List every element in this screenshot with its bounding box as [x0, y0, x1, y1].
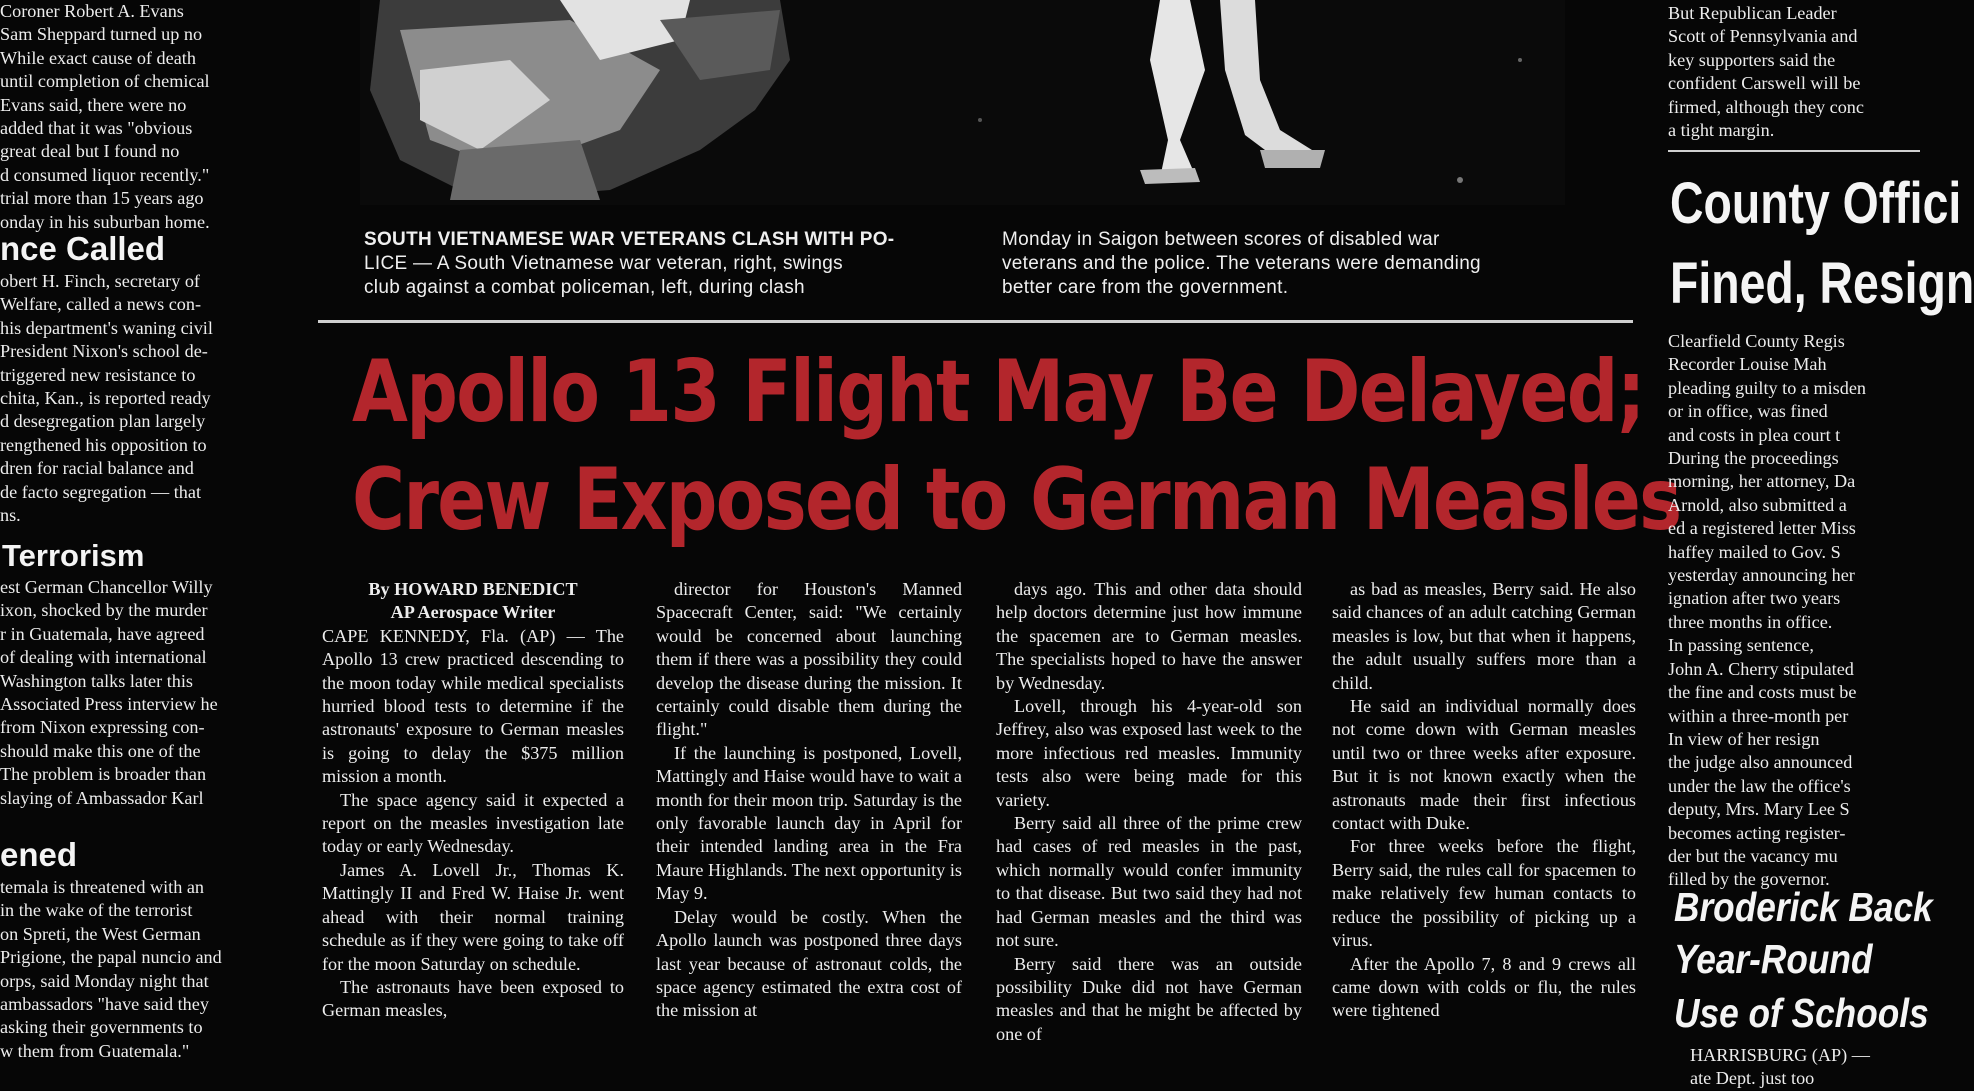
article-paragraph: James A. Lovell Jr., Thomas K. Mattingly II and Fred W. Haise Jr. went ahead with their normal training schedule as if they were going to take off for the moon Saturday on schedule. [322, 859, 624, 974]
left-text-line: President Nixon's school de- [0, 341, 208, 362]
right-text-line: During the proceedings [1668, 448, 1839, 469]
right-text-line: key supporters said the [1668, 49, 1836, 70]
left-text-line: Prigione, the papal nuncio and [0, 947, 222, 968]
right-text-line: der but the vacancy mu [1668, 845, 1838, 866]
right-text-line: Clearfield County Regis [1668, 331, 1845, 351]
left-text-line: added that it was "obvious [0, 118, 193, 139]
right-text-line: within a three-month per [1668, 705, 1849, 726]
right-column-divider [1668, 150, 1920, 152]
right-text-line: the judge also announced [1668, 752, 1853, 773]
right-text-line: or in office, was fined [1668, 401, 1828, 422]
left-text-line: his department's waning civil [0, 317, 213, 338]
left-text-line: should make this one of the [0, 740, 201, 761]
right-text-line: ed a registered letter Miss [1668, 518, 1856, 539]
left-text-line: w them from Guatemala." [0, 1040, 190, 1061]
right-text-line: pleading guilty to a misden [1668, 377, 1867, 398]
left-column-block-3 [0, 876, 278, 1080]
article-paragraph: For three weeks before the flight, Berry said, the rules call for spacemen to make relatively few human contacts to reduce the possibility of picking up a virus. [1332, 836, 1636, 951]
caption-left-line-3: club against a combat policeman, left, during clash [364, 277, 805, 298]
article-paragraph: as bad as measles, Berry said. He also said chances of an adult catching German measles is low, but that when it happens, the adult usually suffers more than a child. [1332, 579, 1636, 693]
right-dateline [1690, 1044, 1930, 1089]
left-column-block-1 [0, 270, 278, 532]
left-text-line: ambassadors "have said they [0, 994, 209, 1015]
left-text-line: The problem is broader than [0, 764, 207, 785]
left-text-line: d desegregation plan largely [0, 411, 206, 432]
left-text-line: Welfare, called a news con- [0, 294, 202, 315]
left-text-line: Evans said, there were no [0, 94, 187, 115]
photo-caption-right [1002, 228, 1592, 300]
article-paragraph: Berry said all three of the prime crew had cases of red measles in the past, which normally would confer immunity to that disease. But two said they had not had German measles and the third was not sure. [996, 813, 1302, 951]
byline-author: By HOWARD BENEDICT [368, 579, 578, 599]
left-text-line: Coroner Robert A. Evans [0, 1, 184, 21]
article-paragraph: Berry said there was an outside possibility Duke did not have German measles and that he might be affected by one of [996, 953, 1302, 1044]
left-column-heading-3: ened [0, 836, 78, 873]
left-column-heading-2: Terrorism [2, 538, 145, 573]
right-text-line: becomes acting register- [1668, 822, 1846, 843]
right-text-line: firmed, although they conc [1668, 96, 1864, 117]
right-text-line: morning, her attorney, Da [1668, 471, 1856, 492]
caption-left-line-1: SOUTH VIETNAMESE WAR VETERANS CLASH WITH PO- [364, 229, 895, 250]
article-paragraph: After the Apollo 7, 8 and 9 crews all came down with colds or flu, the rules were tightened [1332, 953, 1636, 1021]
right-text-line: haffey mailed to Gov. S [1668, 541, 1841, 562]
article-column-3 [996, 578, 1302, 1080]
article-paragraph: If the launching is postponed, Lovell, Mattingly and Haise would have to wait a month for their moon trip. Saturday is the only favorable launch day in April for their intended landing area in the Fra Maure Highlands. The next opportunity is May 9. [656, 742, 962, 904]
left-text-line: asking their governments to [0, 1017, 203, 1038]
left-text-line: of dealing with international [0, 647, 207, 668]
left-text-line: Associated Press interview he [0, 694, 218, 715]
left-text-line: orps, said Monday night that [0, 970, 209, 991]
right-text-line: But Republican Leader [1668, 3, 1837, 23]
dateline-text: HARRISBURG (AP) — [1690, 1045, 1870, 1065]
section-divider [318, 320, 1633, 323]
left-text-line: until completion of chemical [0, 71, 210, 92]
headline-line-1: Apollo 13 Flight May Be Delayed; [352, 342, 1644, 442]
left-text-line: onday in his suburban home. [0, 211, 210, 232]
photo-scene [360, 0, 1565, 205]
right-text-line: John A. Cherry stipulated [1668, 658, 1854, 679]
left-column-heading-1: nce Called [0, 230, 166, 267]
right-text-line: In passing sentence, [1668, 635, 1814, 656]
right-text-line: the fine and costs must be [1668, 682, 1857, 703]
left-column-top [0, 0, 278, 232]
article-paragraph: director for Houston's Manned Spacecraft Center, said: "We certainly would be concerned about launching them if there was a possibility they could develop the disease during the mission. It certainly could disable them during the flight." [656, 579, 962, 740]
right-text-line: under the law the office's [1668, 775, 1851, 796]
left-text-line: r in Guatemala, have agreed [0, 623, 205, 644]
left-text-line: chita, Kan., is reported ready [0, 388, 211, 409]
article-paragraph: Delay would be costly. When the Apollo launch was postponed three days last year because of astronaut colds, the space agency estimated the extra cost of the mission at [656, 906, 962, 1021]
byline-title: AP Aerospace Writer [390, 602, 556, 623]
article-paragraph: CAPE KENNEDY, Fla. (AP) — The Apollo 13 crew practiced descending to the moon today while medical specialists hurried blood tests to determine if the astronauts' exposure to German measles is going to delay the $375 million mission a month. [322, 625, 624, 787]
right-headline-2-line-1: Broderick Back [1674, 884, 1933, 930]
right-text-line: yesterday announcing her [1668, 565, 1855, 586]
article-column-1 [322, 578, 624, 1080]
right-text-line: ignation after two years [1668, 588, 1841, 609]
left-text-line: in the wake of the terrorist [0, 900, 193, 921]
left-text-line: While exact cause of death [0, 47, 196, 68]
article-paragraph: days ago. This and other data should help doctors determine just how immune the spacemen are to German measles. The specialists hoped to have the answer by Wednesday. [996, 579, 1302, 693]
left-text-line: Washington talks later this [0, 670, 194, 691]
right-text-line: confident Carswell will be [1668, 73, 1861, 94]
left-text-line: slaying of Ambassador Karl [0, 787, 204, 808]
right-headline-2-line-2: Year-Round [1674, 936, 1873, 982]
right-headline-1-line-1: County Offici [1670, 171, 1962, 236]
news-photo [360, 0, 1565, 205]
article-paragraph: Lovell, through his 4-year-old son Jeffrey, also was exposed last week to the more infectious red measles. Immunity tests also were being made for this variety. [996, 696, 1302, 810]
left-column-block-2 [0, 576, 278, 816]
right-text-line: a tight margin. [1668, 120, 1775, 141]
article-paragraph: The astronauts have been exposed to German measles, [322, 976, 624, 1021]
photo-caption-left [364, 228, 956, 300]
left-text-line: Sam Sheppard turned up no [0, 24, 203, 45]
right-headline-2-line-3: Use of Schools [1674, 990, 1929, 1036]
caption-left-line-2: LICE — A South Vietnamese war veteran, right, swings [364, 253, 843, 274]
article-column-2 [656, 578, 962, 1080]
caption-right-line-1: Monday in Saigon between scores of disabled war [1002, 229, 1440, 250]
left-text-line: trial more than 15 years ago [0, 188, 204, 209]
right-text-line: deputy, Mrs. Mary Lee S [1668, 799, 1850, 820]
left-text-line: triggered new resistance to [0, 364, 196, 385]
caption-right-line-2: veterans and the police. The veterans were demanding [1002, 253, 1481, 274]
right-text-line: Arnold, also submitted a [1668, 494, 1847, 515]
left-text-line: rengthened his opposition to [0, 434, 207, 455]
right-text-line: Recorder Louise Mah [1668, 354, 1827, 375]
left-text-line: ixon, shocked by the murder [0, 600, 208, 621]
left-text-line: de facto segregation — that [0, 481, 201, 502]
caption-right-line-3: better care from the government. [1002, 277, 1289, 298]
right-text-line: Scott of Pennsylvania and [1668, 26, 1858, 47]
right-text-line: In view of her resign [1668, 728, 1820, 749]
left-text-line: ns. [0, 505, 21, 526]
left-text-line: on Spreti, the West German [0, 923, 201, 944]
left-text-line: from Nixon expressing con- [0, 717, 205, 738]
right-text-line: filled by the governor. [1668, 869, 1830, 890]
dateline-tail: ate Dept. just too [1690, 1068, 1815, 1089]
right-column-body [1668, 330, 1968, 890]
left-text-line: dren for racial balance and [0, 458, 194, 479]
left-text-line: great deal but I found no [0, 141, 180, 162]
article-column-4 [1332, 578, 1636, 1080]
right-text-line: three months in office. [1668, 611, 1833, 632]
article-paragraph: He said an individual normally does not come down with German measles until two or three weeks after exposure. But it is not known exactly when the astronauts made their first infectious contact with Duke. [1332, 696, 1636, 834]
right-column-top [1668, 2, 1968, 141]
headline-line-2: Crew Exposed to German Measles [352, 450, 1681, 550]
right-text-line: and costs in plea court t [1668, 424, 1841, 445]
left-text-line: temala is threatened with an [0, 877, 205, 897]
right-headline-1-line-2: Fined, Resign [1670, 251, 1974, 316]
article-paragraph: The space agency said it expected a report on the measles investigation late today or early Wednesday. [322, 789, 624, 857]
left-text-line: est German Chancellor Willy [0, 577, 213, 597]
left-text-line: obert H. Finch, secretary of [0, 271, 200, 291]
left-text-line: d consumed liquor recently." [0, 164, 210, 185]
